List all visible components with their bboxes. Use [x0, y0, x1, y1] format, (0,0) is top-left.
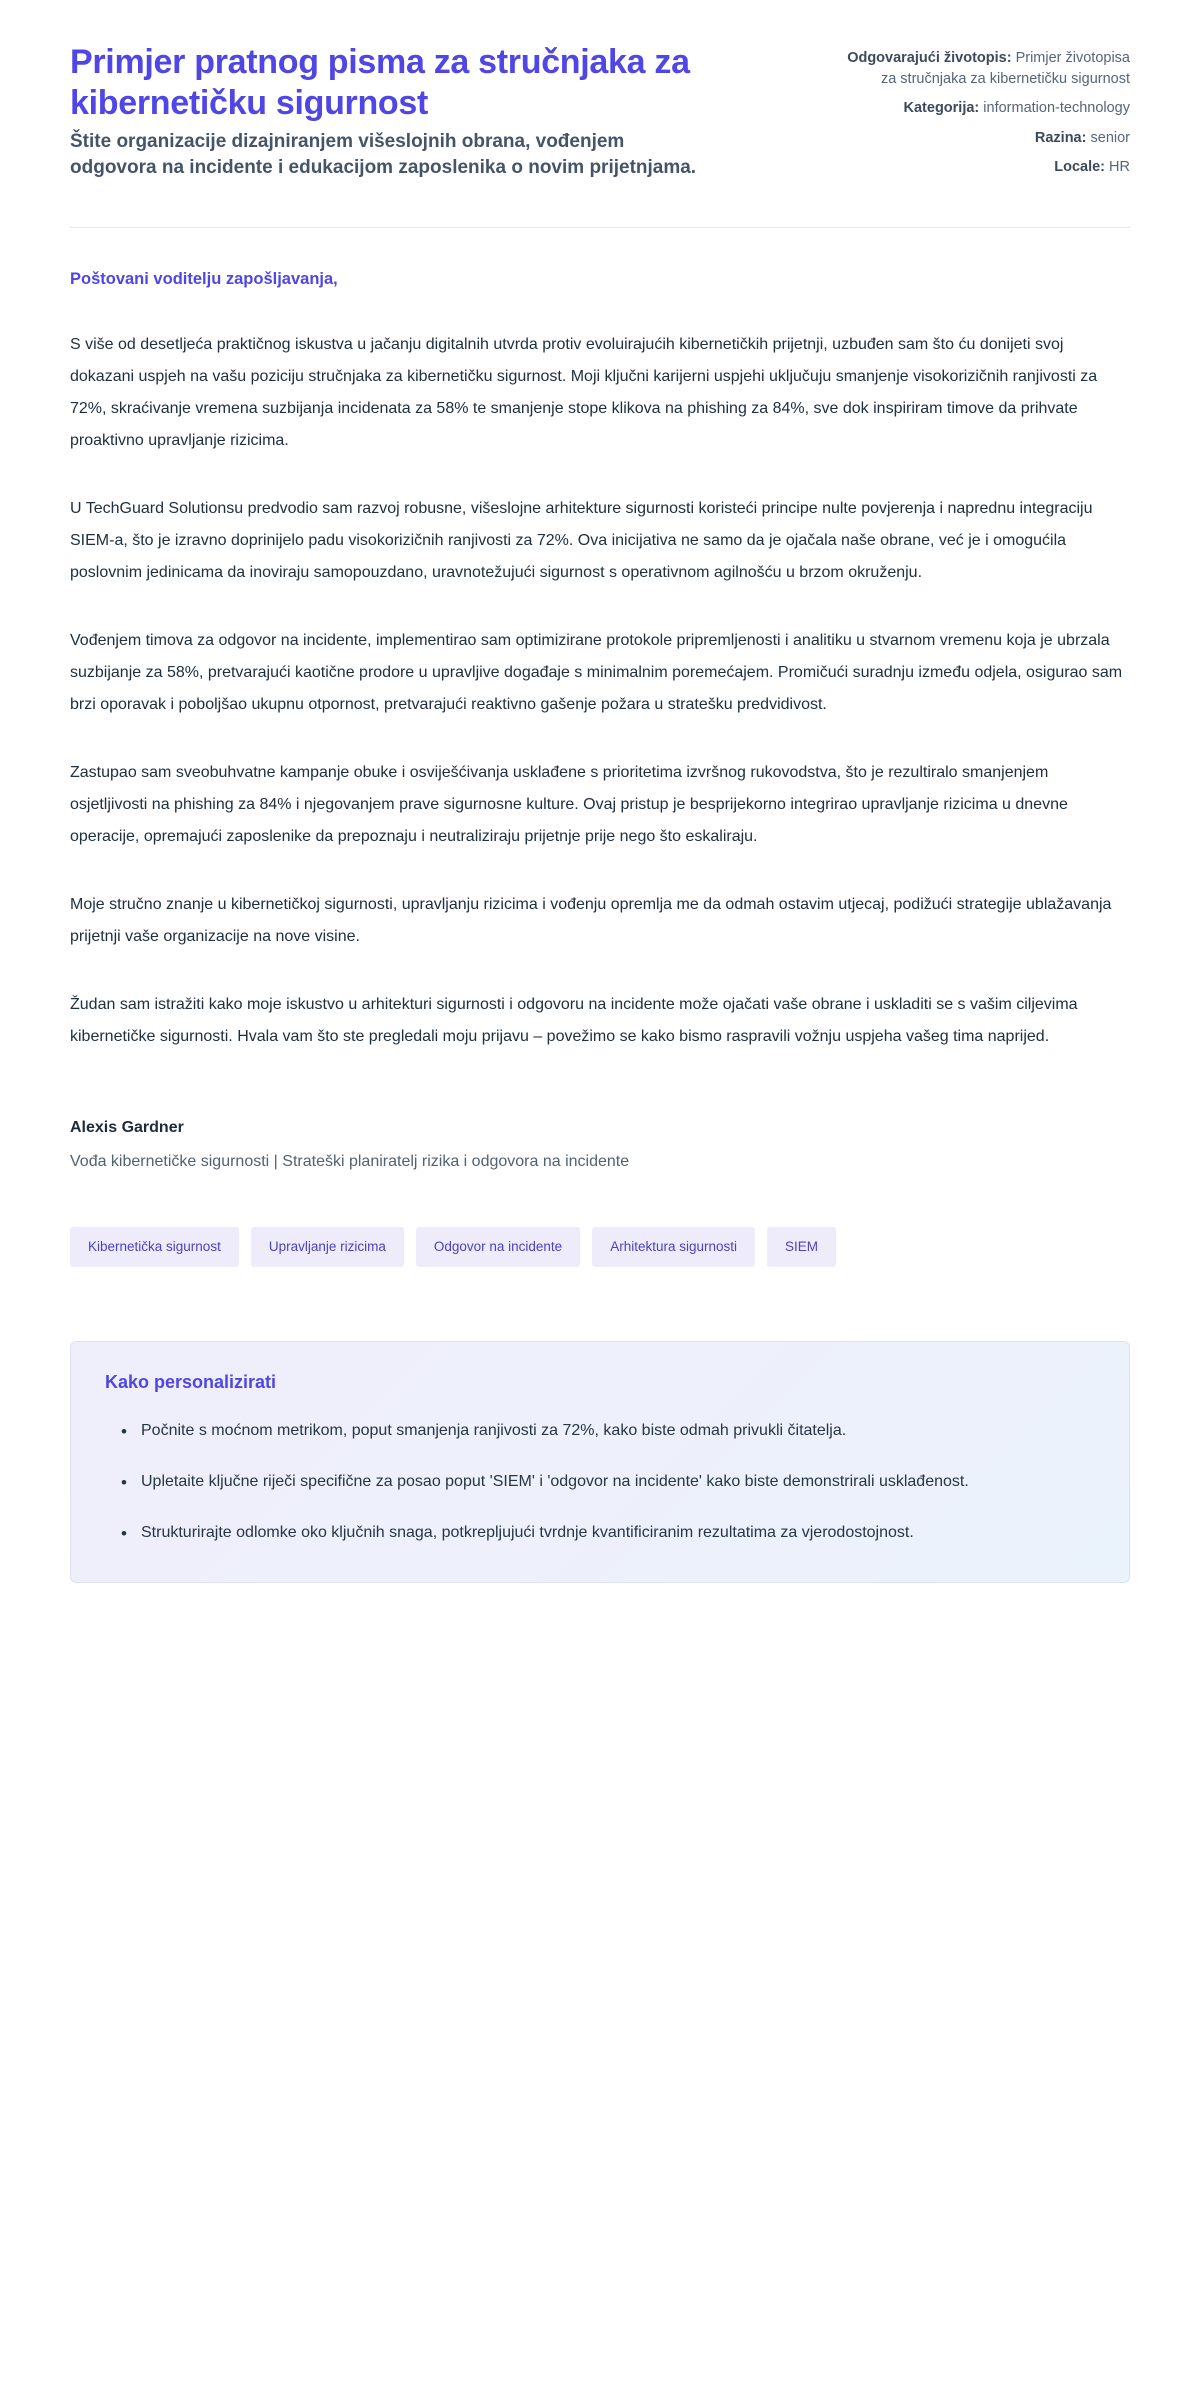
- how-to-personalize-callout: [70, 1341, 1130, 1584]
- meta-value-category: information-technology: [983, 100, 1130, 117]
- letter-paragraph: S više od desetljeća praktičnog iskustva u jačanju digitalnih utvrda protiv evoluirajućih kibernetičkih prijetnji, uzbuđen sam što ću donijeti svoj dokazani uspjeh na vašu poziciju stručnjaka za kibernetičku sigurnost. Moji ključni karijerni uspjehi uključuju smanjenje visokorizičnih ranjivosti za 72%, skraćivanje vremena suzbijanja incidenata za 58% te smanjenje stope klikova na phishing za 84%, sve dok inspiriram timove da prihvate proaktivno upravljanje rizicima.: [70, 336, 1098, 450]
- signature-name: Alexis Gardner: [70, 1119, 184, 1137]
- meta-label-level: Razina:: [1034, 129, 1087, 146]
- page-subtitle: Štite organizacije dizajniranjem višeslojnih obrana, vođenjem odgovora na incidente i edukacijom zaposlenika o novim prijetnjama.: [70, 130, 697, 179]
- meta-value-locale: HR: [1109, 159, 1130, 176]
- meta-label-locale: Locale:: [1054, 159, 1106, 176]
- letter-paragraph: Zastupao sam sveobuhvatne kampanje obuke i osviješćivanja usklađene s prioritetima izvršnog rukovodstva, što je rezultiralo smanjenjem osjetljivosti na phishing za 84% i njegovanjem prave sigurnosne kulture. Ovaj pristup je besprijekorno integrirao upravljanje rizicima u dnevne operacije, opremajući zaposlenike da prepoznaju i neutraliziraju prijetnje prije nego što eskaliraju.: [70, 764, 1068, 846]
- signature-block: [70, 1119, 1130, 1171]
- callout-tip-item: • Strukturirajte odlomke oko ključnih snaga, potkrepljujući tvrdnje kvantificiranim rezultatima za vjerodostojnost.: [127, 1517, 1095, 1548]
- tag-list: [70, 1227, 1130, 1267]
- meta-row-level: [830, 128, 1130, 149]
- meta-value-level: senior: [1090, 129, 1130, 146]
- tag-chip[interactable]: Arhitektura sigurnosti: [592, 1227, 755, 1267]
- meta-row-locale: [830, 157, 1130, 178]
- callout-tip-list: [105, 1415, 1095, 1549]
- document-metadata: [830, 42, 1130, 178]
- signature-role: Vođa kibernetičke sigurnosti | Strateški planiratelj rizika i odgovora na incidente: [70, 1153, 630, 1171]
- tag-chip[interactable]: Odgovor na incidente: [416, 1227, 580, 1267]
- letter-paragraph: Žudan sam istražiti kako moje iskustvo u arhitekturi sigurnosti i odgovoru na incidente može ojačati vaše obrane i uskladiti se s vašim ciljevima kibernetičke sigurnosti. Hvala vam što ste pregledali moju prijavu – povežimo se kako bismo raspravili vožnju uspjeha vašeg tima naprijed.: [70, 996, 1078, 1046]
- tag-chip[interactable]: SIEM: [767, 1227, 836, 1267]
- meta-row-resume: [830, 48, 1130, 89]
- letter-greeting: Poštovani voditelju zapošljavanja,: [70, 270, 338, 289]
- callout-tip-item: • Počnite s moćnom metrikom, poput smanjenja ranjivosti za 72%, kako biste odmah privukli čitatelja.: [127, 1415, 1095, 1446]
- callout-tip-item: • Upletaite ključne riječi specifične za posao poput 'SIEM' i 'odgovor na incidente' kako biste demonstrirali usklađenost.: [127, 1466, 1095, 1497]
- letter-paragraph: Vođenjem timova za odgovor na incidente, implementirao sam optimizirane protokole pripremljenosti i analitiku u stvarnom vremenu koja je ubrzala suzbijanje za 58%, pretvarajući kaotične prodore u upravljive događaje s minimalnim poremećajem. Promičući suradnju između odjela, osigurao sam brzi oporavak i poboljšao ukupnu otpornost, pretvarajući reaktivno gašenje požara u stratešku predvidivost.: [70, 632, 1123, 714]
- meta-label-category: Kategorija:: [903, 100, 980, 117]
- cover-letter-body: [70, 228, 1130, 1171]
- letter-paragraph: Moje stručno znanje u kibernetičkoj sigurnosti, upravljanju rizicima i vođenju opremlja me da odmah ostavim utjecaj, podižući strategije ublažavanja prijetnji vaše organizacije na nove visine.: [70, 896, 1112, 946]
- tag-chip[interactable]: Upravljanje rizicima: [251, 1227, 404, 1267]
- tag-chip[interactable]: Kibernetička sigurnost: [70, 1227, 239, 1267]
- callout-title: Kako personalizirati: [105, 1371, 277, 1392]
- page-header: [70, 42, 1130, 181]
- page-title: Primjer pratnog pisma za stručnjaka za kibernetičku sigurnost: [70, 43, 690, 123]
- meta-row-category: [830, 98, 1130, 119]
- letter-paragraph: U TechGuard Solutionsu predvodio sam razvoj robusne, višeslojne arhitekture sigurnosti koristeći principe nulte povjerenja i naprednu integraciju SIEM-a, što je izravno doprinijelo padu visokorizičnih ranjivosti za 72%. Ova inicijativa ne samo da je ojačala naše obrane, već je i omogućila poslovnim jedinicama da inoviraju samopouzdano, uravnotežujući sigurnost s operativnom agilnošću u brzom okruženju.: [70, 500, 1093, 582]
- meta-label-resume: Odgovarajući životopis:: [847, 50, 1012, 66]
- header-title-block: [70, 42, 710, 181]
- meta-value-resume: Primjer životopisa za stručnjaka za kibernetičku sigurnost: [880, 50, 1130, 87]
